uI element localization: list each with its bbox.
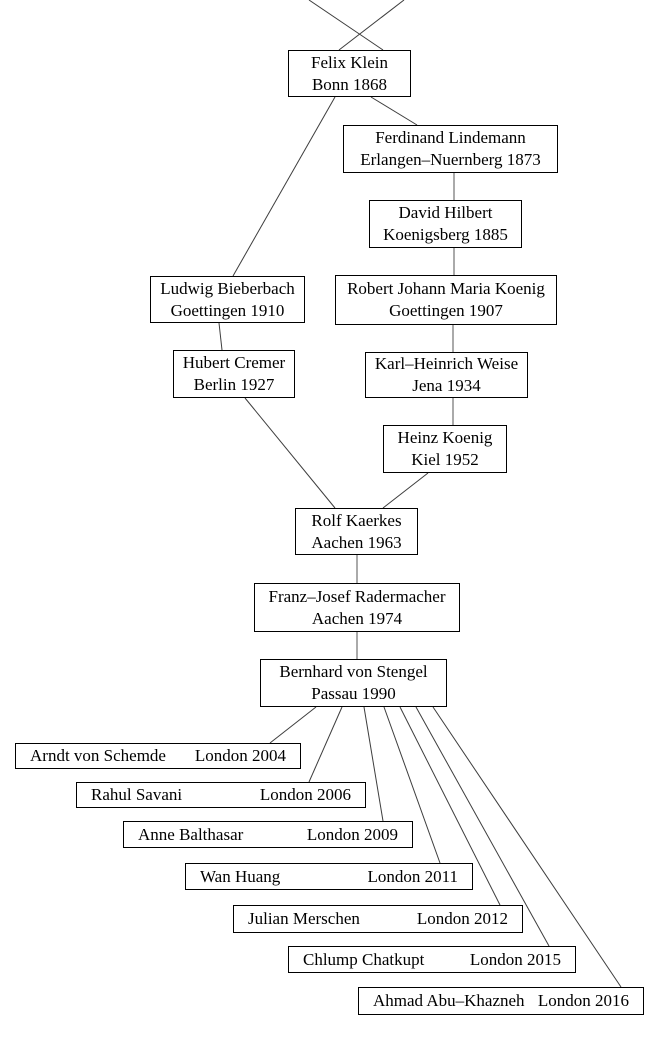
edge-bieberbach-cremer bbox=[219, 323, 222, 350]
person-name: Chlump Chatkupt bbox=[303, 949, 425, 969]
person-name: David Hilbert bbox=[398, 203, 493, 222]
person-name: Wan Huang bbox=[200, 866, 281, 886]
degree-line: Berlin 1927 bbox=[193, 375, 275, 394]
degree-line: Goettingen 1910 bbox=[170, 300, 285, 320]
edge-klein-bieberbach bbox=[233, 97, 335, 276]
node-rahul-savani bbox=[76, 782, 366, 808]
node-david-hilbert bbox=[369, 200, 522, 248]
person-name: Ferdinand Lindemann bbox=[375, 128, 526, 147]
degree-line: Aachen 1974 bbox=[311, 608, 403, 628]
degree-line: London 2012 bbox=[416, 909, 508, 928]
edge-stengel-schemde bbox=[270, 707, 316, 743]
node-julian-merschen bbox=[233, 905, 523, 933]
person-name: Felix Klein bbox=[311, 52, 388, 72]
degree-line: Goettingen 1907 bbox=[389, 301, 503, 320]
node-arndt-von-schemde bbox=[15, 743, 301, 769]
degree-line: London 2004 bbox=[194, 746, 286, 765]
degree-line: Bonn 1868 bbox=[311, 74, 388, 94]
person-name: Franz–Josef Radermacher bbox=[268, 586, 446, 606]
person-name: Heinz Koenig bbox=[397, 428, 493, 447]
node-felix-klein bbox=[288, 50, 411, 97]
node-heinz-koenig bbox=[383, 425, 507, 473]
edge-stengel-savani bbox=[309, 707, 342, 782]
node-anne-balthasar bbox=[123, 821, 413, 848]
degree-line: Koenigsberg 1885 bbox=[383, 225, 508, 244]
person-name: Arndt von Schemde bbox=[30, 746, 166, 765]
person-name: Anne Balthasar bbox=[138, 824, 244, 844]
node-wan-huang bbox=[185, 863, 473, 890]
node-bernhard-von-stengel bbox=[260, 659, 447, 707]
person-name: Ahmad Abu–Khazneh bbox=[373, 991, 525, 1010]
person-name: Ludwig Bieberbach bbox=[160, 278, 295, 298]
degree-line: London 2015 bbox=[469, 949, 561, 969]
degree-line: London 2016 bbox=[537, 991, 629, 1010]
node-hubert-cremer bbox=[173, 350, 295, 398]
degree-line: Erlangen–Nuernberg 1873 bbox=[360, 150, 541, 169]
edge-heinzkoenig-kaerkes bbox=[383, 473, 428, 508]
degree-line: London 2009 bbox=[306, 824, 398, 844]
edge-klein-lindemann bbox=[371, 97, 417, 125]
edge-cremer-kaerkes bbox=[245, 398, 335, 508]
degree-line: London 2011 bbox=[367, 866, 458, 886]
person-name: Bernhard von Stengel bbox=[279, 662, 428, 681]
degree-line: Passau 1990 bbox=[311, 684, 396, 703]
node-ludwig-bieberbach bbox=[150, 276, 305, 323]
node-karl-heinrich-weise bbox=[365, 352, 528, 398]
person-name: Robert Johann Maria Koenig bbox=[347, 279, 545, 298]
degree-line: Jena 1934 bbox=[412, 376, 481, 395]
node-ahmad-abu-khazneh bbox=[358, 987, 644, 1015]
node-chlump-chatkupt bbox=[288, 946, 576, 973]
person-name: Hubert Cremer bbox=[182, 353, 286, 372]
edge-stengel-balthasar bbox=[364, 707, 383, 821]
person-name: Rahul Savani bbox=[91, 785, 183, 804]
person-name: Rolf Kaerkes bbox=[311, 510, 402, 530]
node-robert-koenig bbox=[335, 275, 557, 325]
node-rolf-kaerkes bbox=[295, 508, 418, 555]
node-ferdinand-lindemann bbox=[343, 125, 558, 173]
degree-line: Aachen 1963 bbox=[311, 532, 402, 552]
edge-stengel-abukhazneh bbox=[433, 707, 621, 987]
degree-line: London 2006 bbox=[259, 785, 351, 804]
person-name: Julian Merschen bbox=[248, 909, 360, 928]
node-franz-josef-radermacher bbox=[254, 583, 460, 632]
degree-line: Kiel 1952 bbox=[411, 450, 479, 469]
person-name: Karl–Heinrich Weise bbox=[374, 354, 519, 373]
